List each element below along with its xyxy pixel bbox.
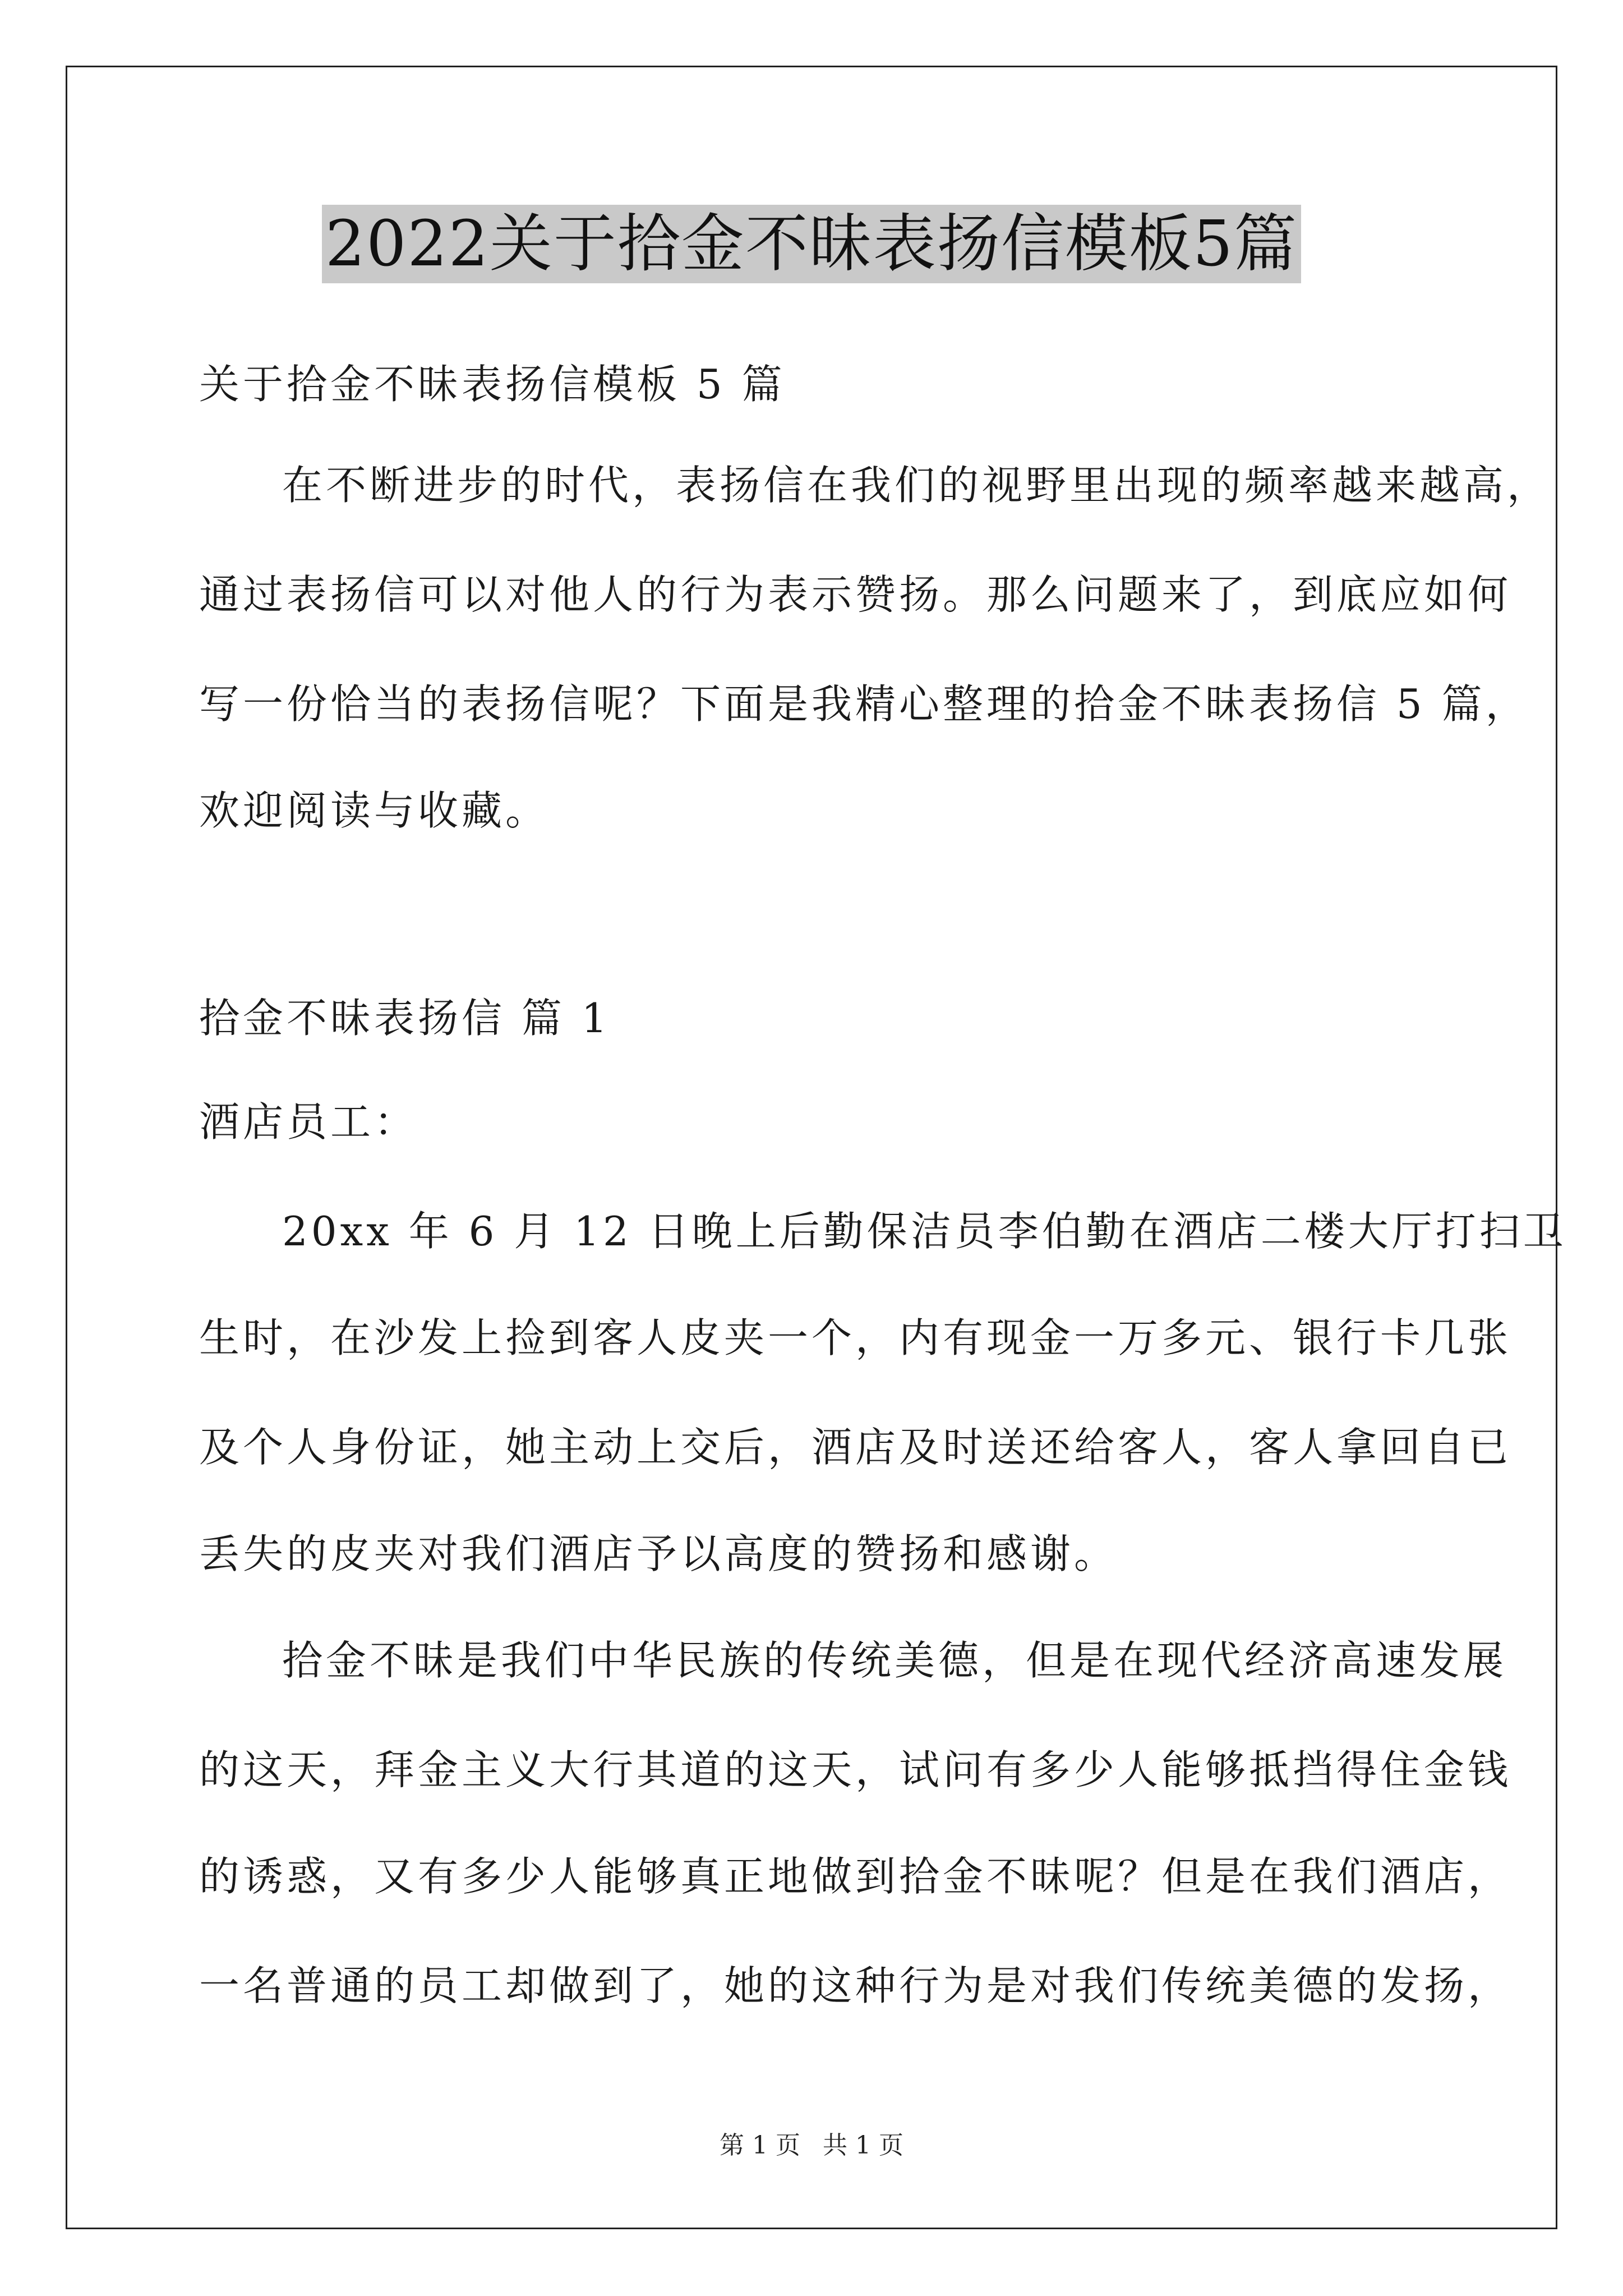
intro-line: 写一份恰当的表扬信呢？下面是我精心整理的拾金不昧表扬信 5 篇，	[199, 680, 1529, 728]
paragraph2-line: 的这天，拜金主义大行其道的这天，试问有多少人能够抵挡得住金钱	[199, 1746, 1512, 1793]
paragraph1-line: 20xx 年 6 月 12 日晚上后勤保洁员李伯勤在酒店二楼大厅打扫卫	[282, 1208, 1567, 1255]
page-footer	[0, 2129, 1623, 2162]
paragraph2-line: 的诱惑，又有多少人能够真正地做到拾金不昧呢？但是在我们酒店，	[199, 1853, 1512, 1900]
paragraph1-line: 生时，在沙发上捡到客人皮夹一个，内有现金一万多元、银行卡几张	[199, 1314, 1512, 1361]
section-heading: 拾金不昧表扬信 篇 1	[199, 995, 611, 1042]
page-number: 第 1 页	[720, 2131, 800, 2160]
salutation: 酒店员工：	[199, 1098, 418, 1145]
paragraph2-line: 拾金不昧是我们中华民族的传统美德，但是在现代经济高速发展	[282, 1637, 1507, 1684]
intro-line: 欢迎阅读与收藏。	[199, 787, 550, 834]
paragraph1-line: 及个人身份证，她主动上交后，酒店及时送还给客人，客人拿回自已	[199, 1424, 1512, 1471]
document-title: 2022关于拾金不昧表扬信模板5篇	[322, 205, 1301, 283]
intro-line: 在不断进步的时代，表扬信在我们的视野里出现的频率越来越高，	[282, 462, 1551, 509]
paragraph2-line: 一名普通的员工却做到了，她的这种行为是对我们传统美德的发扬，	[199, 1962, 1512, 2009]
document-subtitle: 关于拾金不昧表扬信模板 5 篇	[199, 361, 786, 408]
intro-line: 通过表扬信可以对他人的行为表示赞扬。那么问题来了，到底应如何	[199, 571, 1512, 618]
title-container	[0, 205, 1623, 283]
paragraph1-line: 丢失的皮夹对我们酒店予以高度的赞扬和感谢。	[199, 1530, 1118, 1577]
page-total: 共 1 页	[823, 2131, 903, 2160]
